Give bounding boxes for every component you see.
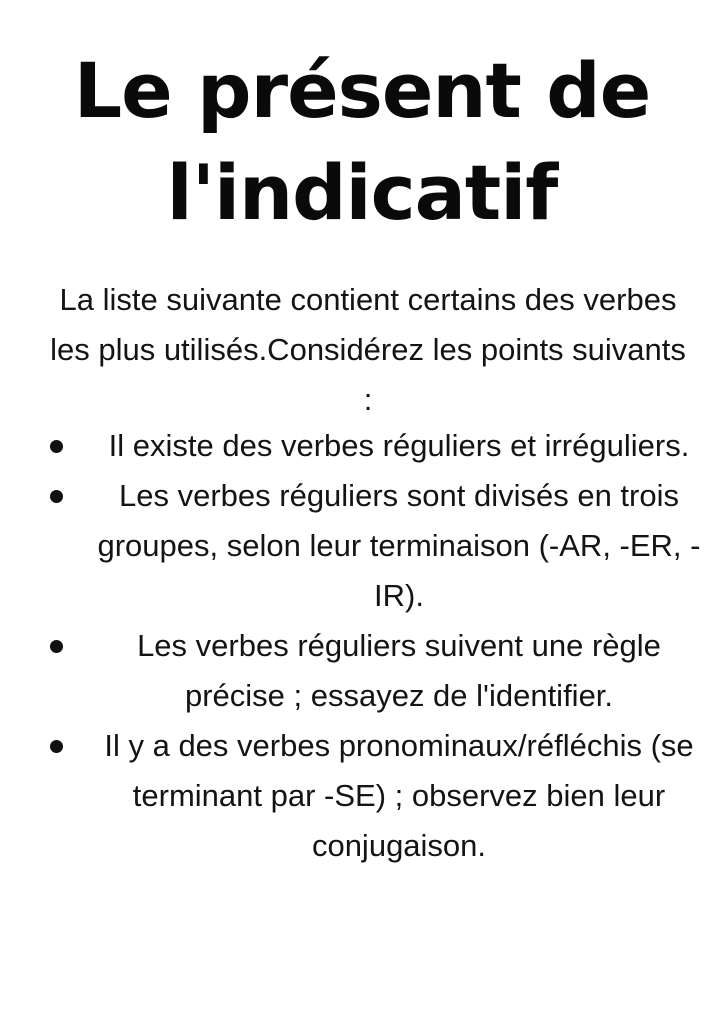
page-title: Le présent de l'indicatif <box>73 46 651 237</box>
bullet-icon <box>50 640 63 653</box>
bullet-icon <box>50 490 63 503</box>
bullet-icon <box>50 440 63 453</box>
list-item-text: Les verbes réguliers sont divisés en trois groupes, selon leur terminaison (-AR, -ER, -IR). <box>97 478 701 613</box>
list-item <box>0 721 724 871</box>
list-item <box>0 471 724 621</box>
bullet-list <box>0 421 724 871</box>
list-item-text: Il y a des verbes pronominaux/réfléchis (se terminant par -SE) ; observez bien leur conjugaison. <box>104 728 694 863</box>
list-item <box>0 421 724 471</box>
list-item <box>0 621 724 721</box>
list-item-text: Les verbes réguliers suivent une règle précise ; essayez de l'identifier. <box>137 628 661 713</box>
intro-paragraph: La liste suivante contient certains des verbes les plus utilisés.Considérez les points suivants : <box>50 282 686 417</box>
bullet-icon <box>50 740 63 753</box>
list-item-text: Il existe des verbes réguliers et irréguliers. <box>108 428 690 463</box>
